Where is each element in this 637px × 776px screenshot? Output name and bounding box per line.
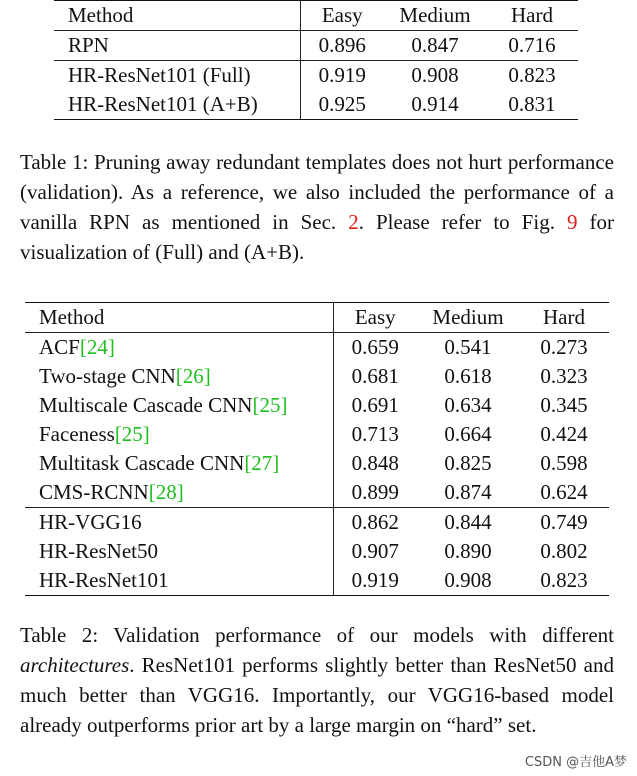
easy-cell: 0.896 (300, 31, 384, 61)
caption-text: Table 2: Validation performance of our models with different (20, 623, 614, 647)
method-cell: RPN (54, 31, 300, 61)
method-name: Multiscale Cascade CNN (39, 393, 253, 417)
figure-reference-link[interactable]: 9 (566, 210, 578, 234)
table-row (25, 420, 609, 449)
easy-cell: 0.659 (333, 333, 417, 363)
method-cell: HR-ResNet101 (A+B) (54, 90, 300, 120)
medium-cell: 0.844 (417, 508, 519, 538)
medium-cell: 0.618 (444, 364, 492, 388)
method-cell: HR-ResNet101 (25, 566, 333, 596)
caption-text: for visualization of (Full) and (A+B). (20, 210, 614, 264)
method-name: Multitask Cascade CNN (39, 451, 245, 475)
table-row (25, 449, 609, 478)
citation-link[interactable]: [24] (79, 335, 115, 359)
easy-cell: 0.919 (300, 61, 384, 91)
medium-cell: 0.664 (444, 422, 492, 446)
table-1-header-row (54, 1, 578, 31)
table-1-caption (20, 147, 614, 267)
hard-cell: 0.273 (519, 333, 609, 363)
hard-cell: 0.598 (540, 451, 588, 475)
method-name: Two-stage CNN (39, 364, 176, 388)
caption-emphasis: architectures (20, 653, 130, 677)
table-row (25, 333, 609, 363)
table-row (25, 508, 609, 538)
table-2-header-row (25, 303, 609, 333)
citation-link[interactable]: [27] (244, 451, 280, 475)
citation-link[interactable]: [25] (114, 422, 150, 446)
medium-cell: 0.890 (444, 539, 492, 563)
medium-cell: 0.908 (384, 61, 486, 91)
table-row (25, 391, 609, 420)
caption-text: . Please refer to Fig. (358, 210, 567, 234)
hard-cell: 0.823 (486, 61, 578, 91)
citation-link[interactable]: [28] (148, 480, 184, 504)
method-name: CMS-RCNN (39, 480, 149, 504)
method-cell (25, 449, 333, 478)
table-2-caption (20, 620, 614, 740)
citation-link[interactable]: [26] (175, 364, 211, 388)
medium-cell: 0.874 (444, 480, 492, 504)
hard-cell: 0.716 (486, 31, 578, 61)
caption-text: Table 1: Pruning away redundant templates does not hurt performance (validation). As a reference, we also included the performance of a vanilla RPN as mentioned in Sec. (20, 150, 614, 234)
hard-cell: 0.823 (519, 566, 609, 596)
method-cell (25, 478, 333, 508)
medium-cell: 0.847 (384, 31, 486, 61)
table-row (54, 90, 578, 120)
medium-cell: 0.908 (417, 566, 519, 596)
method-cell: HR-ResNet101 (Full) (54, 61, 300, 91)
easy-cell: 0.681 (351, 364, 399, 388)
easy-cell: 0.862 (333, 508, 417, 538)
medium-cell: 0.825 (444, 451, 492, 475)
method-cell: HR-ResNet50 (25, 537, 333, 566)
easy-cell: 0.899 (351, 480, 399, 504)
table-row (25, 566, 609, 596)
easy-cell: 0.919 (333, 566, 417, 596)
method-cell (25, 420, 333, 449)
easy-cell: 0.925 (300, 90, 384, 120)
column-header-hard: Hard (519, 303, 609, 333)
table-row (54, 61, 578, 91)
method-cell (25, 333, 333, 363)
column-header-method: Method (54, 1, 300, 31)
easy-cell: 0.713 (351, 422, 399, 446)
hard-cell: 0.323 (540, 364, 588, 388)
section-reference-link[interactable]: 2 (348, 210, 359, 234)
table-row (25, 478, 609, 508)
table-2 (25, 302, 609, 596)
easy-cell: 0.907 (351, 539, 399, 563)
medium-cell: 0.634 (444, 393, 492, 417)
method-name: ACF (39, 335, 80, 359)
column-header-medium: Medium (417, 303, 519, 333)
column-header-hard: Hard (486, 1, 578, 31)
medium-cell: 0.914 (384, 90, 486, 120)
hard-cell: 0.345 (540, 393, 588, 417)
hard-cell: 0.749 (519, 508, 609, 538)
table-row (54, 31, 578, 61)
hard-cell: 0.624 (540, 480, 588, 504)
table-row (25, 362, 609, 391)
hard-cell: 0.831 (486, 90, 578, 120)
easy-cell: 0.691 (351, 393, 399, 417)
column-header-easy: Easy (300, 1, 384, 31)
caption-text: . ResNet101 performs slightly better than ResNet50 and much better than VGG16. Importantly, our VGG16-based model already outperforms prior art by a large margin on “hard” set. (20, 653, 614, 737)
easy-cell: 0.848 (351, 451, 399, 475)
table-1 (54, 0, 578, 120)
table-row (25, 537, 609, 566)
method-cell: HR-VGG16 (25, 508, 333, 538)
hard-cell: 0.802 (540, 539, 588, 563)
hard-cell: 0.424 (540, 422, 588, 446)
column-header-easy: Easy (333, 303, 417, 333)
column-header-medium: Medium (384, 1, 486, 31)
watermark: CSDN @吉他A梦 (524, 755, 627, 770)
method-name: Faceness (39, 422, 115, 446)
medium-cell: 0.541 (417, 333, 519, 363)
column-header-method: Method (25, 303, 333, 333)
method-cell (25, 362, 333, 391)
citation-link[interactable]: [25] (252, 393, 288, 417)
method-cell (25, 391, 333, 420)
